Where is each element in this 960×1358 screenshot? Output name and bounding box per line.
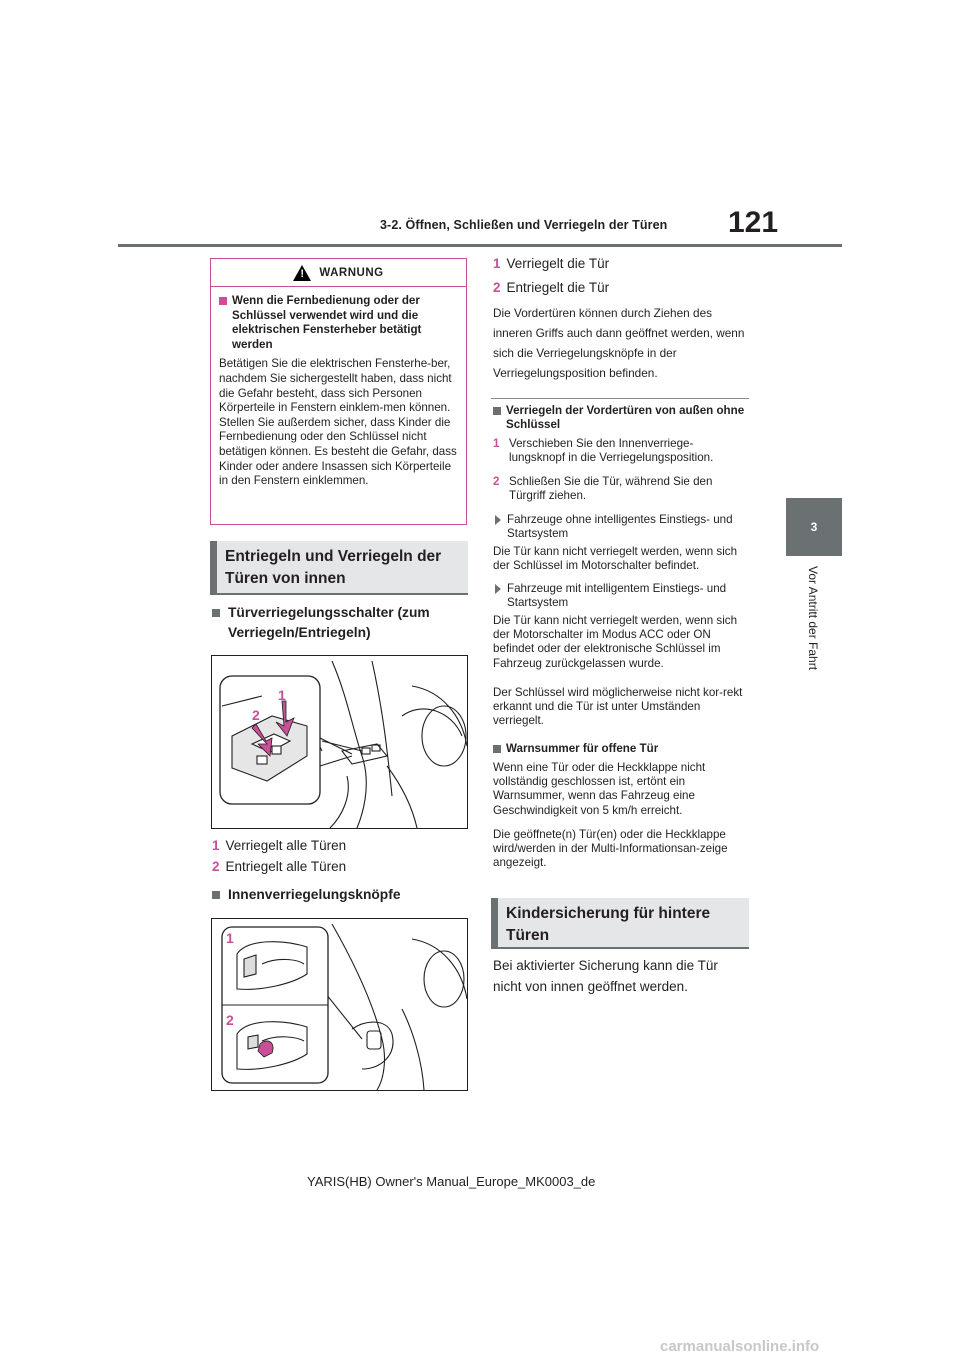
variant1-text: Die Tür kann nicht verriegelt werden, wenn sich der Schlüssel im Motorschalter befindet.	[493, 545, 738, 573]
header-rule	[118, 244, 842, 247]
watermark: carmanualsonline.info	[660, 1338, 820, 1355]
warning-header	[211, 259, 466, 287]
knob-note: Die Vordertüren können durch Ziehen des inneren Griffs auch dann geöffnet werden, wenn sich die Verriegelungsknöpfe in der Verriegelungsposition befinden.	[493, 306, 745, 380]
figure-lock-knobs	[211, 918, 468, 1091]
buzzer-heading: Warnsummer für offene Tür	[493, 742, 747, 756]
warning-box	[210, 258, 467, 525]
figure-lock-switch	[211, 655, 468, 829]
buzzer-text: Wenn eine Tür oder die Heckklappe nicht vollständig geschlossen ist, ertönt ein Warnsummer, wenn das Fahrzeug eine Geschwindigkeit von 5 km/h erreicht.	[493, 761, 706, 817]
knob-item-1: 1 Verriegelt die Tür	[493, 256, 610, 271]
chapter-tab-label: Vor Antritt der Fahrt	[806, 566, 820, 671]
page-number: 121	[728, 206, 779, 239]
fig1-label-2: 2	[252, 707, 260, 723]
fig2-label-2: 2	[226, 1012, 234, 1028]
square-bullet-icon	[212, 609, 220, 617]
variant1-heading: Fahrzeuge ohne intelligentes Einstiegs- und Startsystem	[495, 513, 747, 541]
switch-heading: Türverriegelungsschalter (zum Verriegeln/Entriegeln)	[212, 603, 466, 643]
fig1-label-1: 1	[278, 687, 286, 703]
knob-heading: Innenverriegelungsknöpfe	[212, 885, 466, 905]
outside-step-1: 1 Verschieben Sie den Innenverriege-lungsknopf in die Verriegelungsposition.	[493, 437, 714, 465]
variant2-text: Die Tür kann nicht verriegelt werden, wenn sich der Motorschalter im Modus ACC oder ON befindet oder der elektronische Schlüssel im Fahrzeug zurückgelassen wurde.	[493, 614, 738, 670]
warning-icon	[293, 265, 311, 281]
footer-text: YARIS(HB) Owner's Manual_Europe_MK0003_de	[307, 1174, 596, 1189]
buzzer-text2: Die geöffnete(n) Tür(en) oder die Heckklappe wird/werden in der Multi-Informationsan-zeige angezeigt.	[493, 828, 728, 870]
section-title-inside: Entriegeln und Verriegeln der Türen von innen	[210, 541, 468, 595]
square-bullet-icon	[493, 745, 501, 753]
section-title-child-lock: Kindersicherung für hintere Türen	[491, 898, 749, 949]
chapter-tab: 3	[786, 498, 842, 556]
square-bullet-icon	[212, 891, 220, 899]
warning-title: WARNUNG	[319, 266, 384, 279]
triangle-bullet-icon	[495, 584, 501, 594]
warning-body: Betätigen Sie die elektrischen Fensterhe-ber, nachdem Sie sichergestellt haben, dass nicht die Gefahr besteht, dass sich Personen Körperteile in Fenstern einklem-men können. Stellen Sie außerdem sicher, dass Kinder die Fernbedienung oder den Schlüssel nicht betätigen können. Es besteht die Gefahr, dass Kinder oder andere Insassen sich Körperteile in den Fenstern einklemmen.	[219, 357, 457, 488]
section-header: 3-2. Öffnen, Schließen und Verriegeln der Türen	[380, 218, 668, 232]
lock-switch-illustration	[212, 656, 467, 828]
switch-item-2: 2 Entriegelt alle Türen	[212, 859, 347, 874]
lock-knob-illustration	[212, 919, 467, 1090]
variant2-heading: Fahrzeuge mit intelligentem Einstiegs- und Startsystem	[495, 582, 747, 610]
outside-step-2: 2 Schließen Sie die Tür, während Sie den Türgriff ziehen.	[493, 475, 713, 503]
switch-item-1: 1 Verriegelt alle Türen	[212, 838, 347, 853]
knob-item-2: 2 Entriegelt die Tür	[493, 280, 610, 295]
variant2-text2: Der Schlüssel wird möglicherweise nicht kor-rekt erkannt und die Tür ist unter Umständen verriegelt.	[493, 686, 743, 728]
square-bullet-icon	[493, 407, 501, 415]
triangle-bullet-icon	[495, 515, 501, 525]
outside-heading: Verriegeln der Vordertüren von außen ohne Schlüssel	[493, 404, 747, 432]
warning-heading: Wenn die Fernbedienung oder der Schlüssel verwendet wird und die elektrischen Fensterheber betätigt werden	[219, 294, 459, 352]
fig2-label-1: 1	[226, 930, 234, 946]
square-bullet-icon	[219, 297, 227, 305]
separator	[491, 398, 749, 399]
child-lock-text: Bei aktivierter Sicherung kann die Tür nicht von innen geöffnet werden.	[493, 958, 718, 994]
